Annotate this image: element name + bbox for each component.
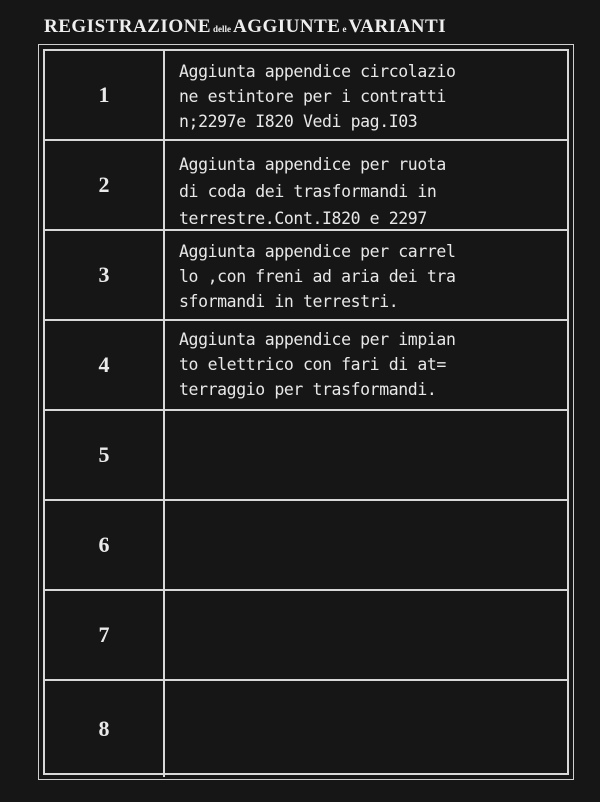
entry-line: lo ,con freni ad aria dei tra — [179, 267, 456, 286]
entry-line: terraggio per trasformandi. — [179, 380, 437, 399]
row-number: 7 — [45, 591, 165, 679]
entry-line: Aggiunta appendice per ruota — [179, 155, 446, 174]
row-entry — [179, 239, 561, 314]
row-entry — [179, 327, 561, 402]
entry-line: ne estintore per i contratti — [179, 87, 446, 106]
table-row — [45, 501, 567, 591]
row-number: 8 — [45, 681, 165, 777]
entry-line: Aggiunta appendice circolazio — [179, 62, 456, 81]
entry-line: Aggiunta appendice per impian — [179, 330, 456, 349]
table-row — [45, 411, 567, 501]
entry-line: di coda dei trasformandi in — [179, 182, 437, 201]
register-sheet — [38, 44, 574, 780]
table-row — [45, 231, 567, 321]
row-number: 3 — [45, 231, 165, 319]
title-delle: delle — [213, 24, 231, 34]
row-number: 4 — [45, 321, 165, 409]
title-registrazione: REGISTRAZIONE — [44, 16, 211, 37]
table-row — [45, 141, 567, 231]
register-table — [43, 49, 569, 775]
row-number: 2 — [45, 141, 165, 229]
entry-line: n;2297e I820 Vedi pag.I03 — [179, 112, 418, 131]
entry-line: terrestre.Cont.I820 e 2297 — [179, 209, 427, 228]
entry-line: to elettrico con fari di at= — [179, 355, 446, 374]
table-row — [45, 321, 567, 411]
entry-line: sformandi in terrestri. — [179, 292, 399, 311]
row-number: 6 — [45, 501, 165, 589]
row-entry — [179, 151, 561, 232]
row-entry — [179, 59, 561, 134]
entry-line: Aggiunta appendice per carrel — [179, 242, 456, 261]
title-varianti: VARIANTI — [348, 16, 447, 37]
title-aggiunte: AGGIUNTE — [233, 16, 341, 37]
row-number: 5 — [45, 411, 165, 499]
row-number: 1 — [45, 51, 165, 139]
table-row — [45, 681, 567, 777]
table-row — [45, 591, 567, 681]
page-title — [44, 16, 564, 40]
table-row — [45, 51, 567, 141]
title-e: e — [342, 24, 347, 34]
